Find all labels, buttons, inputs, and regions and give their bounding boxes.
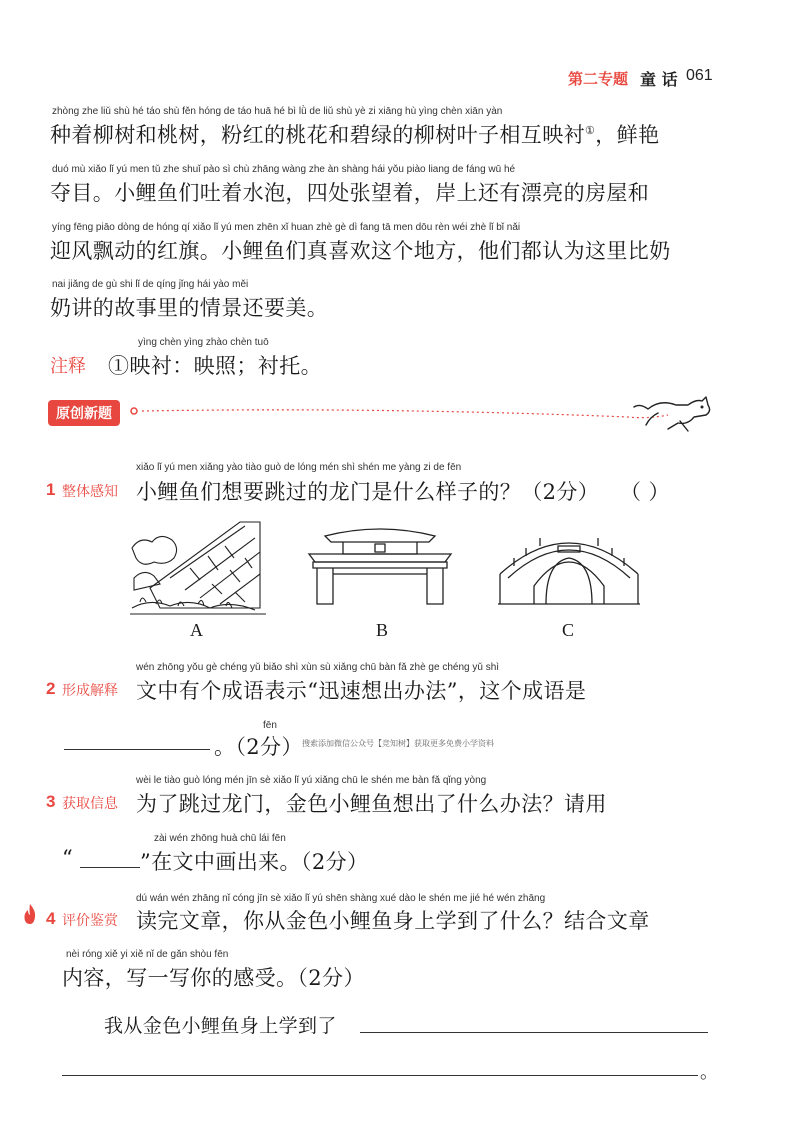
pinyin-line: nai jiǎng de gù shi lǐ de qíng jǐng hái yào měi xyxy=(52,279,249,290)
note-text: ①映衬：映照；衬托。 xyxy=(108,354,322,378)
q3-tag: 获取信息 xyxy=(62,796,118,812)
q3-marker-line xyxy=(80,866,140,868)
q3-number: 3 xyxy=(46,792,56,811)
passage-line: 迎风飘动的红旗。小鲤鱼们真喜欢这个地方，他们都认为这里比奶 xyxy=(50,239,671,263)
option-a-stone-wall-image[interactable] xyxy=(130,518,268,618)
q2-tag: 形成解释 xyxy=(62,683,118,699)
q4-answer-prefix: 我从金色小鲤鱼身上学到了 xyxy=(104,1015,337,1037)
q1-pinyin: xiǎo lǐ yú men xiǎng yào tiào guò de lóng mén shì shén me yàng zi de fēn xyxy=(136,462,462,473)
q4-end-mark: 。 xyxy=(700,1062,719,1083)
pinyin-line: yíng fēng piāo dòng de hóng qí xiǎo lǐ yú men zhēn xǐ huan zhè gè dì fang tā men dōu rèn wéi zhè lǐ bǐ nǎi xyxy=(52,222,521,233)
dotted-trail-with-cat xyxy=(128,395,718,435)
option-c-label: C xyxy=(562,620,575,640)
option-b-label: B xyxy=(376,620,389,640)
q3-open-quote: “ xyxy=(62,846,74,870)
option-b-gateway-image[interactable] xyxy=(305,518,455,610)
q2-pinyin-fen: fēn xyxy=(263,720,277,731)
q4-number: 4 xyxy=(46,909,56,928)
option-c-bridge-image[interactable] xyxy=(494,518,644,610)
q4-answer-line-1[interactable] xyxy=(360,1031,708,1033)
footnote-mark: ① xyxy=(585,124,596,137)
pinyin-line: zhòng zhe liǔ shù hé táo shù fěn hóng de táo huā hé bì lǜ de liǔ shù yè zi xiāng hù yìng chèn xiān yàn xyxy=(52,106,503,117)
category-title: 童 话 xyxy=(640,70,678,89)
q2-answer-blank[interactable] xyxy=(64,748,210,750)
q4-text-2: 内容，写一写你的感受。（2分） xyxy=(62,966,365,990)
passage-line: 种着柳树和桃树，粉红的桃花和碧绿的柳树叶子相互映衬①，鲜艳 xyxy=(50,123,660,147)
section-badge: 原创新题 xyxy=(48,400,120,426)
q3-pinyin: wèi le tiào guò lóng mén jīn sè xiǎo lǐ yú xiǎng chū le shén me bàn fǎ qǐng yòng xyxy=(136,775,487,786)
q2-score: 。（2分） xyxy=(214,735,303,759)
watermark-text: 搜索添加微信公众号【竞知树】获取更多免费小学资料 xyxy=(302,739,494,748)
note-pinyin: yìng chèn yìng zhào chèn tuō xyxy=(138,337,269,348)
q1-text: 小鲤鱼们想要跳过的龙门是什么样子的？（2分） xyxy=(136,480,600,504)
q2-number: 2 xyxy=(46,679,56,698)
q4-text: 读完文章，你从金色小鲤鱼身上学到了什么？结合文章 xyxy=(136,909,650,933)
page-number: 061 xyxy=(686,67,713,84)
flame-icon xyxy=(22,903,38,925)
option-a-label: A xyxy=(190,620,203,640)
q4-answer-line-2[interactable] xyxy=(62,1074,698,1076)
note-label: 注释 xyxy=(50,356,86,377)
q2-pinyin: wén zhōng yǒu gè chéng yǔ biǎo shì xùn sù xiǎng chū bàn fǎ zhè ge chéng yǔ shì xyxy=(136,662,500,673)
q3-pinyin-2: zài wén zhōng huà chū lái fēn xyxy=(154,833,286,844)
q1-number: 1 xyxy=(46,480,56,499)
q3-text-2: ”在文中画出来。（2分） xyxy=(140,850,369,874)
q3-text: 为了跳过龙门，金色小鲤鱼想出了什么办法？请用 xyxy=(136,792,607,816)
q1-tag: 整体感知 xyxy=(62,484,118,500)
q1-answer-paren[interactable]: （ ） xyxy=(620,480,670,504)
q4-tag: 评价鉴赏 xyxy=(62,913,118,929)
pinyin-line: duó mù xiǎo lǐ yú men tǔ zhe shuǐ pào sì chù zhāng wàng zhe àn shàng hái yǒu piào liang de fáng wū hé xyxy=(52,164,516,175)
passage-line: 夺目。小鲤鱼们吐着水泡，四处张望着，岸上还有漂亮的房屋和 xyxy=(50,181,650,205)
section-title: 第二专题 xyxy=(568,70,629,88)
passage-line: 奶讲的故事里的情景还要美。 xyxy=(50,296,329,320)
q4-pinyin-2: nèi róng xiě yi xiě nǐ de gǎn shòu fēn xyxy=(66,949,229,960)
q2-text: 文中有个成语表示“迅速想出办法”，这个成语是 xyxy=(136,679,587,703)
running-cat-icon xyxy=(634,397,710,431)
q4-pinyin: dú wán wén zhāng nǐ cóng jīn sè xiǎo lǐ yú shēn shàng xué dào le shén me jié hé wén zhāng xyxy=(136,893,546,904)
